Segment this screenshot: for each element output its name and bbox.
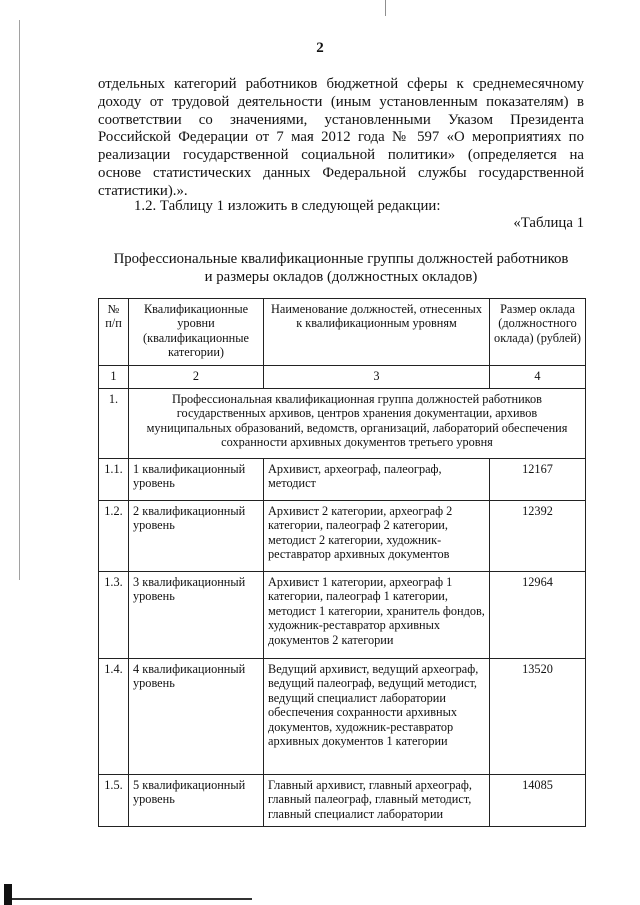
row-positions: Архивист, археограф, палеограф, методист xyxy=(264,459,490,501)
table-title-line-2: и размеры окладов (должностных окладов) xyxy=(204,269,478,285)
row-level: 3 квалификационный уровень xyxy=(129,572,264,659)
page-number: 2 xyxy=(316,40,324,56)
table-row xyxy=(99,659,586,775)
group-row xyxy=(99,389,586,459)
row-positions: Главный архивист, главный археограф, главный палеограф, главный методист, главный специалист лаборатории xyxy=(264,775,490,827)
row-positions: Архивист 1 категории, археограф 1 категории, палеограф 1 категории, методист 1 категории, хранитель фондов, художник-реставратор архивных документов 2 категории xyxy=(264,572,490,659)
paragraph-instruction: 1.2. Таблицу 1 изложить в следующей редакции: xyxy=(134,198,441,214)
row-salary: 12964 xyxy=(490,572,586,659)
header-level: Квалификационные уровни (квалификационные категории) xyxy=(129,299,264,366)
row-level: 2 квалификационный уровень xyxy=(129,501,264,572)
row-salary: 12167 xyxy=(490,459,586,501)
header-positions: Наименование должностей, отнесенных к квалификационным уровням xyxy=(264,299,490,366)
group-number: 1. xyxy=(99,389,129,459)
table-row xyxy=(99,572,586,659)
scan-artifact-bar xyxy=(12,898,252,900)
row-salary: 13520 xyxy=(490,659,586,775)
row-salary: 14085 xyxy=(490,775,586,827)
row-level: 1 квалификационный уровень xyxy=(129,459,264,501)
column-index-row xyxy=(99,366,586,389)
row-positions: Архивист 2 категории, археограф 2 категории, палеограф 2 категории, методист 2 категории, художник-реставратор архивных документов xyxy=(264,501,490,572)
group-title: Профессиональная квалификационная группа должностей работников государственных архивов, центров хранения документации, архивов муниципальных образований, ведомств, организаций, лабораторий обеспечения сохранности архивных документов третьего уровня xyxy=(129,389,586,459)
row-level: 5 квалификационный уровень xyxy=(129,775,264,827)
column-index: 2 xyxy=(129,366,264,389)
column-index: 3 xyxy=(264,366,490,389)
row-number: 1.1. xyxy=(99,459,129,501)
table-header-row xyxy=(99,299,586,366)
row-number: 1.4. xyxy=(99,659,129,775)
column-index: 4 xyxy=(490,366,586,389)
table-title-line-1: Профессиональные квалификационные группы должностей работников xyxy=(113,251,569,267)
row-salary: 12392 xyxy=(490,501,586,572)
table-reference: «Таблица 1 xyxy=(513,215,584,231)
scan-artifact-bar xyxy=(4,884,12,905)
table-row xyxy=(99,775,586,827)
header-salary: Размер оклада (должностного оклада) (рублей) xyxy=(490,299,586,366)
table-row xyxy=(99,501,586,572)
table-row xyxy=(99,459,586,501)
header-number: № п/п xyxy=(99,299,129,366)
scan-artifact-line xyxy=(385,0,386,16)
row-number: 1.5. xyxy=(99,775,129,827)
row-positions: Ведущий архивист, ведущий археограф, ведущий палеограф, ведущий методист, ведущий специалист лаборатории обеспечения сохранности архивных документов, художник-реставратор архивных документов 1 категории xyxy=(264,659,490,775)
row-number: 1.3. xyxy=(99,572,129,659)
column-index: 1 xyxy=(99,366,129,389)
paragraph-continuation: отдельных категорий работников бюджетной сферы к среднемесячному доходу от трудовой деятельности (иным установленным показателям) в соответствии со значениями, установленными Указом Президента Российской Федерации от 7 мая 2012 года № 597 «О мероприятиях по реализации государственной социальной политики» (определяется на основе статистических данных Федеральной службы государственной статистики).». xyxy=(98,76,584,199)
table-title xyxy=(98,250,584,286)
salary-table xyxy=(98,298,586,827)
scan-artifact-line xyxy=(19,20,20,580)
row-number: 1.2. xyxy=(99,501,129,572)
row-level: 4 квалификационный уровень xyxy=(129,659,264,775)
